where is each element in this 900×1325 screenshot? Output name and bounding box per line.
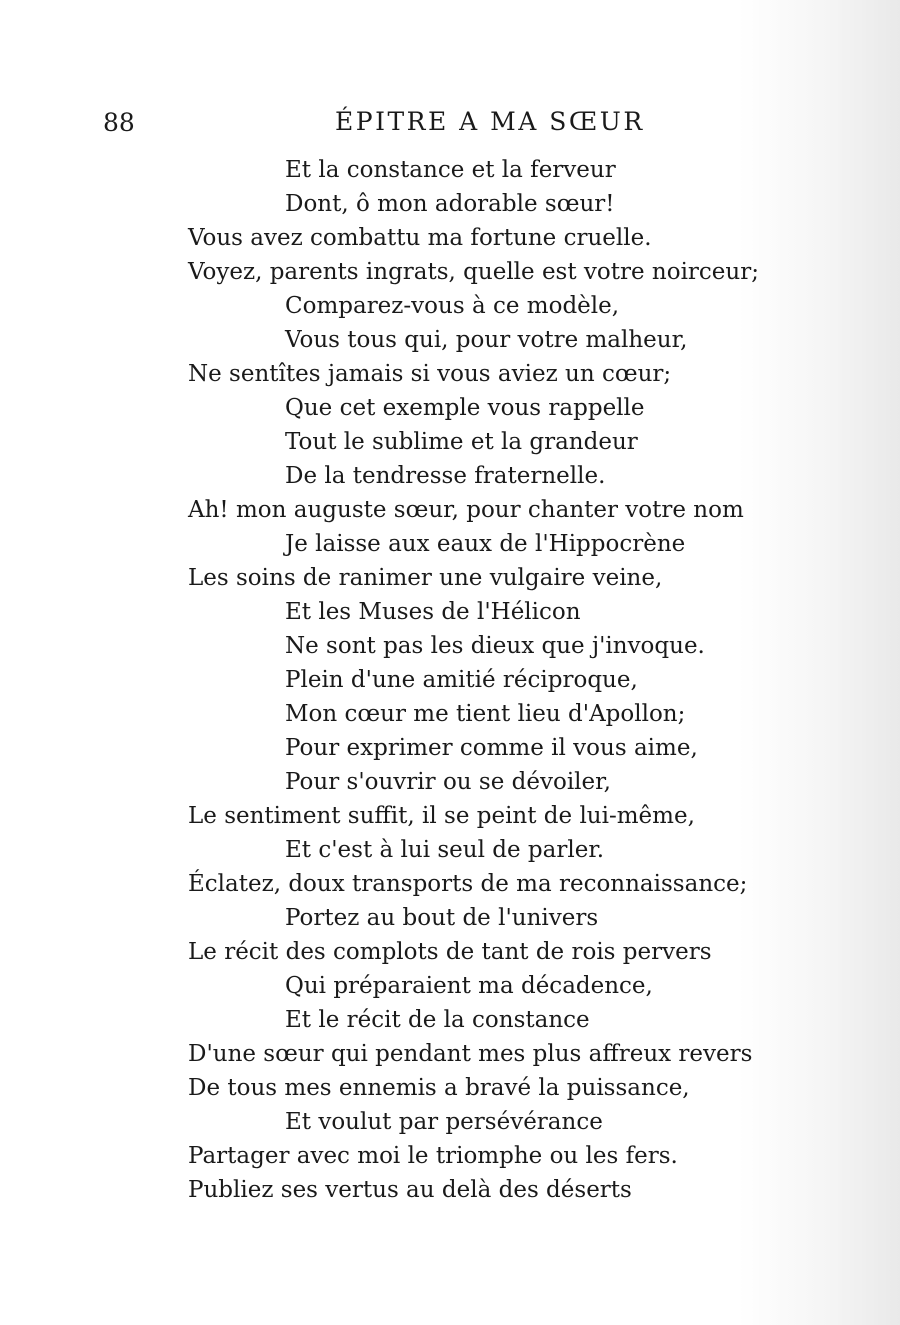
verse-line: Qui préparaient ma décadence, [285, 973, 653, 999]
verse-line: Le sentiment suffit, il se peint de lui-même, [188, 803, 695, 829]
verse-line: Et les Muses de l'Hélicon [285, 599, 581, 625]
running-title: ÉPITRE A MA SŒUR [335, 107, 645, 136]
verse-line: Que cet exemple vous rappelle [285, 395, 645, 421]
verse-line: Je laisse aux eaux de l'Hippocrène [285, 531, 686, 557]
verse-line: Et c'est à lui seul de parler. [285, 837, 605, 863]
verse-line: Ah! mon auguste sœur, pour chanter votre nom [188, 497, 744, 523]
verse-line: Les soins de ranimer une vulgaire veine, [188, 565, 663, 591]
verse-line: Éclatez, doux transports de ma reconnaissance; [188, 871, 748, 897]
verse-line: Ne sont pas les dieux que j'invoque. [285, 633, 705, 659]
verse-line: Partager avec moi le triomphe ou les fers. [188, 1143, 678, 1169]
verse-line: Ne sentîtes jamais si vous aviez un cœur; [188, 361, 672, 387]
verse-line: Portez au bout de l'univers [285, 905, 599, 931]
verse-line: Et la constance et la ferveur [285, 157, 616, 183]
verse-line: Pour s'ouvrir ou se dévoiler, [285, 769, 611, 795]
verse-line: Et le récit de la constance [285, 1007, 590, 1033]
verse-line: Le récit des complots de tant de rois pervers [188, 939, 712, 965]
verse-line: D'une sœur qui pendant mes plus affreux revers [188, 1041, 753, 1067]
verse-line: Comparez-vous à ce modèle, [285, 293, 620, 319]
verse-line: De tous mes ennemis a bravé la puissance, [188, 1075, 690, 1101]
verse-line: Pour exprimer comme il vous aime, [285, 735, 698, 761]
verse-line: Mon cœur me tient lieu d'Apollon; [285, 701, 686, 727]
poem-verse [0, 153, 900, 1207]
verse-line: Et voulut par persévérance [285, 1109, 603, 1135]
verse-line: Vous avez combattu ma fortune cruelle. [188, 225, 652, 251]
verse-line: Dont, ô mon adorable sœur! [285, 191, 615, 217]
verse-line: De la tendresse fraternelle. [285, 463, 606, 489]
verse-line: Plein d'une amitié réciproque, [285, 667, 638, 693]
verse-line: Voyez, parents ingrats, quelle est votre noirceur; [188, 259, 759, 285]
verse-line: Tout le sublime et la grandeur [285, 429, 638, 455]
page-number: 88 [103, 108, 135, 137]
verse-line: Vous tous qui, pour votre malheur, [285, 327, 688, 353]
verse-line: Publiez ses vertus au delà des déserts [188, 1177, 632, 1203]
